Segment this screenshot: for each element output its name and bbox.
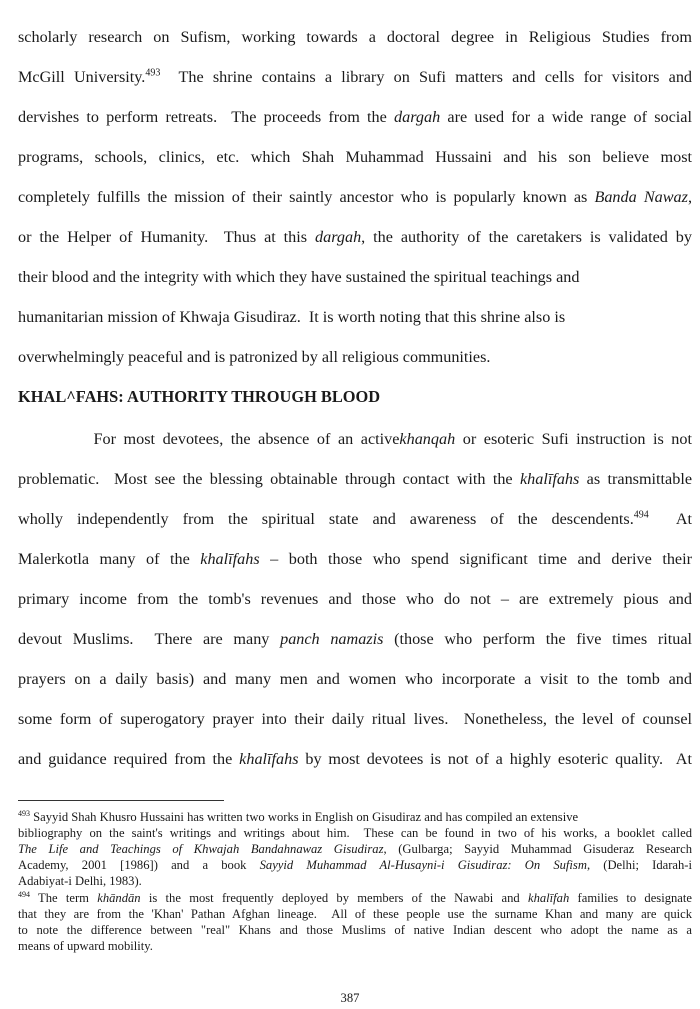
italic-term: khalīfah	[527, 891, 570, 905]
footnote-line: to note the difference between "real" Khans and those Muslims of native Indian descent who adopt the name as a	[18, 923, 692, 937]
footnote-reference[interactable]: 493	[18, 808, 30, 818]
body-line: some form of superogatory prayer into their daily ritual lives. Nonetheless, the level of counsel	[18, 710, 692, 728]
body-line: For most devotees, the absence of an activekhanqah or esoteric Sufi instruction is not	[18, 430, 692, 448]
italic-term: khalīfahs	[200, 550, 260, 568]
body-line: scholarly research on Sufism, working towards a doctoral degree in Religious Studies from	[18, 28, 692, 46]
italic-term: panch namazis	[280, 630, 384, 648]
body-line: and guidance required from the khalīfahs by most devotees is not of a highly esoteric quality. At	[18, 750, 692, 768]
italic-term: khalīfahs	[519, 470, 580, 488]
italic-term: khalīfahs	[239, 750, 299, 768]
body-line: Malerkotla many of the khalīfahs – both those who spend significant time and derive their	[18, 550, 692, 568]
italic-term: Banda Nawaz	[594, 188, 688, 206]
footnote-line: $^{493}$ Sayyid Shah Khusro Hussaini has written two works in English on Gisudiraz and has compiled an extensive	[18, 808, 579, 824]
body-line: prayers on a daily basis) and many men and women who incorporate a visit to the tomb and	[18, 670, 692, 688]
body-line: problematic. Most see the blessing obtainable through contact with the khalīfahs as transmittable	[18, 470, 693, 488]
italic-term: dargah	[394, 108, 441, 126]
body-line: devout Muslims. There are many panch namazis (those who perform the five times ritual	[18, 630, 692, 648]
footnote-line: The Life and Teachings of Khwajah Bandahnawaz Gisudiraz, (Gulbarga; Sayyid Muhammad Gisuderaz Research	[18, 842, 692, 856]
footnote-line: Academy, 2001 [1986]) and a book Sayyid Muhammad Al-Husayni-i Gisudiraz: On Sufism, (Delhi; Idarah-i	[18, 858, 692, 872]
body-line: their blood and the integrity with which they have sustained the spiritual teachings and	[18, 268, 580, 286]
footnote-line: Adabiyat-i Delhi, 1983).	[18, 874, 142, 888]
body-line: completely fulfills the mission of their saintly ancestor who is popularly known as Banda Nawaz,	[18, 188, 692, 206]
italic-term: Sayyid Muhammad Al-Husayni-i Gisudiraz: On Sufism	[259, 858, 587, 872]
body-line: overwhelmingly peaceful and is patronized by all religious communities.	[18, 348, 491, 366]
body-line: or the Helper of Humanity. Thus at this dargah, the authority of the caretakers is validated by	[18, 228, 692, 246]
section-heading: KHAL^FAHS: AUTHORITY THROUGH BLOOD	[18, 387, 381, 406]
body-line: McGill University.$^{493}$ The shrine contains a library on Sufi matters and cells for visitors and	[18, 67, 693, 86]
italic-term: khanqah	[399, 430, 456, 448]
footnote-line: that they are from the 'Khan' Pathan Afghan lineage. All of these people use the surname Khan and many are quick	[18, 907, 692, 921]
body-line: dervishes to perform retreats. The proceeds from the dargah are used for a wide range of social	[18, 108, 692, 126]
italic-term: khāndān	[97, 891, 141, 905]
italic-term: The Life and Teachings of Khwajah Bandahnawaz Gisudiraz	[18, 842, 384, 856]
footnote-line: bibliography on the saint's writings and writings about him. These can be found in two of his works, a booklet called	[18, 826, 692, 840]
footnote-line: $^{494}$ The term khāndān is the most frequently deployed by members of the Nawabi and khalīfah families to designate	[18, 889, 692, 905]
footnote-reference[interactable]: 493	[145, 67, 161, 79]
footnote-line: means of upward mobility.	[18, 939, 153, 953]
footnote-separator	[18, 800, 224, 801]
footnote-reference[interactable]: 494	[633, 509, 649, 521]
body-line: humanitarian mission of Khwaja Gisudiraz. It is worth noting that this shrine also is	[18, 308, 566, 326]
footnote-reference[interactable]: 494	[18, 889, 30, 899]
body-line: wholly independently from the spiritual state and awareness of the descendents.$^{494}$ At	[18, 509, 693, 528]
body-line: primary income from the tomb's revenues and those who do not – are extremely pious and	[18, 590, 692, 608]
page-number: 387	[340, 991, 360, 1005]
italic-term: dargah	[315, 228, 362, 246]
body-line: programs, schools, clinics, etc. which Shah Muhammad Hussaini and his son believe most	[18, 148, 692, 166]
